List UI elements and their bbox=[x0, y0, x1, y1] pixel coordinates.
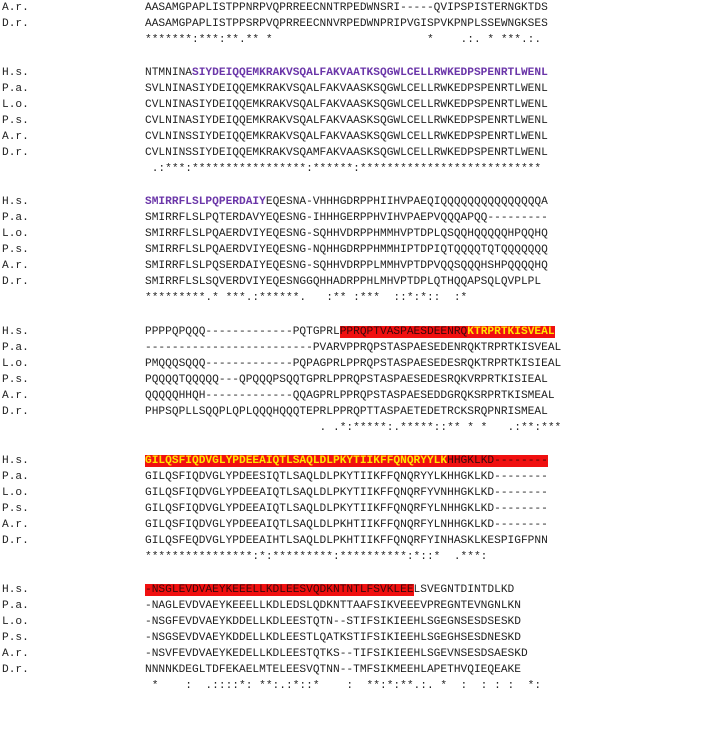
species-label bbox=[2, 549, 145, 565]
sequence-string bbox=[145, 340, 561, 356]
sequence-segment: AASAMGPAPLISTPPNRPVQPRREECNNTRPEDWNSRI-----QVIPSPISTERNGKTDS bbox=[145, 2, 548, 14]
sequence-row bbox=[2, 598, 561, 614]
species-label: L.o. bbox=[2, 99, 29, 112]
species-label: P.s. bbox=[2, 631, 29, 644]
sequence-string bbox=[145, 356, 561, 372]
sequence-segment: -------------------------PVARVPPRQPSTASPAESEDENRQKTRPRTKISVEAL bbox=[145, 341, 562, 354]
sequence-string bbox=[145, 404, 548, 420]
sequence-row bbox=[2, 501, 561, 517]
sequence-segment: . .*:*****:.*****::** * * .:**:*** bbox=[145, 421, 562, 434]
sequence-segment: GILQSFIQDVGLYPDEESIQTLSAQLDLPKYTIIKFFQNQRYYLKHHGKLKD-------- bbox=[145, 470, 548, 483]
species-label: L.o. bbox=[2, 228, 29, 241]
sequence-string bbox=[145, 97, 548, 113]
species-label: P.s. bbox=[2, 502, 29, 515]
sequence-string bbox=[145, 372, 548, 388]
species-label bbox=[2, 678, 145, 694]
sequence-row bbox=[2, 226, 561, 242]
sequence-row bbox=[2, 258, 561, 274]
sequence-segment: ****************:*:*********:**********:*::* .***: bbox=[145, 550, 488, 563]
alignment-block bbox=[2, 65, 561, 177]
sequence-segment: SMIRRFLSLSQVERDVIYEQESNGGQHHADRPPHLMHVPTDPLQTHQQAPSQLQVPLPL bbox=[145, 276, 542, 289]
alignment-block bbox=[2, 453, 561, 565]
sequence-row bbox=[2, 324, 561, 340]
sequence-string bbox=[145, 598, 521, 614]
sequence-segment: GILQSFIQDVGLYPDEEAIQTLSAQLDLPKYTIIKFFQNQRFYLNHHGKLKD-------- bbox=[145, 502, 548, 515]
species-label: H.s. bbox=[2, 325, 29, 338]
sequence-row bbox=[2, 65, 561, 81]
species-label: A.r. bbox=[2, 2, 29, 14]
conservation-row bbox=[2, 161, 561, 177]
sequence-row bbox=[2, 81, 561, 97]
highlighted-region: SIYDEIQQEMKRAKVSQALFAKVAATKSQGWLCELLRWKEDPSPENRTLWENL bbox=[192, 67, 548, 80]
alignment-block bbox=[2, 324, 561, 436]
sequence-string bbox=[145, 646, 528, 662]
sequence-row bbox=[2, 404, 561, 420]
sequence-row bbox=[2, 614, 561, 630]
sequence-row bbox=[2, 274, 561, 290]
species-label: H.s. bbox=[2, 67, 29, 80]
sequence-row bbox=[2, 210, 561, 226]
sequence-segment: PMQQQSQQQ-------------PQPAGPRLPPRQPSTASPAESEDESRQKTRPRTKISIEAL bbox=[145, 357, 562, 370]
sequence-row bbox=[2, 356, 561, 372]
sequence-string bbox=[145, 65, 548, 81]
sequence-row bbox=[2, 630, 561, 646]
conservation-string bbox=[145, 549, 487, 565]
species-label: D.r. bbox=[2, 147, 29, 160]
sequence-segment: LSVEGNTDINTDLKD bbox=[413, 583, 515, 596]
sequence-segment: EQESNA-VHHHGDRPPHIIHVPAEQIQQQQQQQQQQQQQQQA bbox=[265, 196, 548, 209]
species-label: H.s. bbox=[2, 454, 29, 467]
sequence-row bbox=[2, 662, 561, 678]
sequence-string bbox=[145, 453, 548, 469]
species-label: P.s. bbox=[2, 244, 29, 257]
conservation-string bbox=[145, 161, 541, 177]
sequence-string bbox=[145, 242, 548, 258]
sequence-segment: SMIRRFLSLPQAERDVIYEQESNG-NQHHGDRPPHMMHIPTDPIQTQQQQTQTQQQQQQQ bbox=[145, 244, 548, 257]
sequence-string bbox=[145, 614, 521, 630]
sequence-string bbox=[145, 388, 555, 404]
species-label: P.s. bbox=[2, 115, 29, 128]
sequence-segment: SVLNINASIYDEIQQEMKRAKVSQALFAKVAASKSQGWLCELLRWKEDPSPENRTLWENL bbox=[145, 83, 548, 96]
conservation-row bbox=[2, 290, 561, 306]
species-label: A.r. bbox=[2, 260, 29, 273]
sequence-segment: NTMNINA bbox=[145, 67, 192, 80]
sequence-row bbox=[2, 340, 561, 356]
sequence-string bbox=[145, 485, 548, 501]
sequence-alignment bbox=[2, 0, 561, 711]
sequence-segment: PPPPQPQQQ-------------PQTGPRL bbox=[145, 325, 340, 338]
species-label: H.s. bbox=[2, 196, 29, 209]
sequence-row bbox=[2, 113, 561, 129]
sequence-segment: -NSGSEVDVAEYKDDELLKDLEESTLQATKSTIFSIKIEEHLSGEGHSESDNESKD bbox=[145, 631, 521, 644]
sequence-string bbox=[145, 113, 548, 129]
highlighted-region: KTRPRTKISVEAL bbox=[467, 325, 555, 338]
conservation-row bbox=[2, 32, 561, 48]
sequence-string bbox=[145, 145, 548, 161]
species-label: P.s. bbox=[2, 373, 29, 386]
sequence-row bbox=[2, 129, 561, 145]
highlighted-region: -NSGLEVDVAEYKEEELLKDLEESVQDKNTNTLFSVKLEE bbox=[145, 583, 414, 596]
highlighted-region: PPRQPTVASPAESDEENRQ bbox=[339, 325, 468, 338]
species-label: A.r. bbox=[2, 389, 29, 402]
species-label: P.a. bbox=[2, 341, 29, 354]
sequence-string bbox=[145, 226, 548, 242]
species-label: L.o. bbox=[2, 615, 29, 628]
sequence-row bbox=[2, 646, 561, 662]
sequence-row bbox=[2, 97, 561, 113]
conservation-string bbox=[145, 290, 467, 306]
sequence-row bbox=[2, 485, 561, 501]
species-label: A.r. bbox=[2, 518, 29, 531]
species-label bbox=[2, 32, 145, 48]
sequence-segment: -NSGFEVDVAEYKDDELLKDLEESTQTN--STIFSIKIEEHLSGEGNSESDSESKD bbox=[145, 615, 521, 628]
sequence-string bbox=[145, 630, 521, 646]
conservation-string bbox=[145, 420, 561, 436]
sequence-row bbox=[2, 582, 561, 598]
highlighted-region: HHGKLKD-------- bbox=[447, 454, 548, 467]
sequence-segment: .:***:*****************:******:*************************** bbox=[145, 163, 542, 176]
sequence-row bbox=[2, 242, 561, 258]
sequence-string bbox=[145, 194, 548, 210]
sequence-segment: SMIRRFLSLPQSERDAIYEQESNG-SQHHVDRPPLMMHVPTDPVQQSQQQHSHPQQQQHQ bbox=[145, 260, 548, 273]
sequence-segment: QQQQQHHQH-------------QQAGPRLPPRQPSTASPAESEDDGRQKSRPRTKISMEAL bbox=[145, 389, 555, 402]
sequence-row bbox=[2, 453, 561, 469]
sequence-string bbox=[145, 517, 548, 533]
conservation-row bbox=[2, 549, 561, 565]
species-label bbox=[2, 161, 145, 177]
species-label: D.r. bbox=[2, 534, 29, 547]
conservation-string bbox=[145, 32, 541, 48]
sequence-string bbox=[145, 210, 548, 226]
species-label: A.r. bbox=[2, 131, 29, 144]
conservation-row bbox=[2, 678, 561, 694]
species-label: P.a. bbox=[2, 212, 29, 225]
alignment-block bbox=[2, 582, 561, 694]
sequence-segment: SMIRRFLSLPQAERDVIYEQESNG-SQHHVDRPPHMMHVPTDPLQSQQHQQQQQHPQQHQ bbox=[145, 228, 548, 241]
sequence-segment: *********.* ***.:******. :** :*** ::*:*:: :* bbox=[145, 292, 468, 305]
sequence-string bbox=[145, 662, 521, 678]
species-label: L.o. bbox=[2, 486, 29, 499]
sequence-segment: PHPSQPLLSQQPLQPLQQQHQQQTEPRLPPRQPTTASPAETEDETRCKSRQPNRISMEAL bbox=[145, 405, 548, 418]
sequence-segment: PQQQQTQQQQQ---QPQQQPSQQTGPRLPPRQPSTASPAESEDESRQKVRPRTKISIEAL bbox=[145, 373, 548, 386]
sequence-row bbox=[2, 517, 561, 533]
sequence-segment: *******:***:**.** * * .:. * ***.:. bbox=[145, 34, 542, 46]
species-label: P.a. bbox=[2, 83, 29, 96]
sequence-segment: CVLNINASIYDEIQQEMKRAKVSQALFAKVAASKSQGWLCELLRWKEDPSPENRTLWENL bbox=[145, 115, 548, 128]
sequence-string bbox=[145, 324, 555, 340]
sequence-string bbox=[145, 0, 548, 16]
sequence-segment: SMIRRFLSLPQTERDAVYEQESNG-IHHHGERPPHVIHVPAEPVQQQAPQQ--------- bbox=[145, 212, 548, 225]
sequence-row bbox=[2, 145, 561, 161]
sequence-row bbox=[2, 194, 561, 210]
species-label: P.a. bbox=[2, 470, 29, 483]
species-label: D.r. bbox=[2, 18, 29, 30]
alignment-block bbox=[2, 0, 561, 48]
sequence-row bbox=[2, 469, 561, 485]
highlighted-region: GILQSFIQDVGLYPDEEAIQTLSAQLDLPKYTIIKFFQNQRYYLK bbox=[145, 454, 448, 467]
sequence-segment: CVLNINSSIYDEIQQEMKRAKVSQALFAKVAASKSQGWLCELLRWKEDPSPENRTLWENL bbox=[145, 131, 548, 144]
sequence-segment: GILQSFIQDVGLYPDEEAIQTLSAQLDLPKHTIIKFFQNQRFYLNHHGKLKD-------- bbox=[145, 518, 548, 531]
sequence-segment: GILQSFEQDVGLYPDEEAIHTLSAQLDLPKHTIIKFFQNQRFYINHASKLKESPIGFPNN bbox=[145, 534, 548, 547]
sequence-row bbox=[2, 372, 561, 388]
species-label: P.a. bbox=[2, 599, 29, 612]
sequence-segment: AASAMGPAPLISTPPSRPVQPRREECNNVRPEDWNPRIPVGISPVKPNPLSSEWNGKSES bbox=[145, 18, 548, 30]
sequence-segment: GILQSFIQDVGLYPDEEAIQTLSAQLDLPKYTIIKFFQNQRFYVNHHGKLKD-------- bbox=[145, 486, 548, 499]
conservation-string bbox=[145, 678, 541, 694]
sequence-string bbox=[145, 582, 514, 598]
sequence-segment: -NSVFEVDVAEYKEDELLKDLEESTQTKS--TIFSIKIEEHLSGEVNSESDSAESKD bbox=[145, 647, 528, 660]
sequence-string bbox=[145, 129, 548, 145]
sequence-segment: CVLNINSSIYDEIQQEMKRAKVSQAMFAKVAASKSQGWLCELLRWKEDPSPENRTLWENL bbox=[145, 147, 548, 160]
sequence-segment: NNNNKDEGLTDFEKAELMTELEESVQTNN--TMFSIKMEEHLAPETHVQIEQEAKE bbox=[145, 663, 521, 676]
sequence-row bbox=[2, 16, 561, 32]
highlighted-region: SMIRRFLSLPQPERDAIY bbox=[145, 196, 266, 209]
species-label: A.r. bbox=[2, 647, 29, 660]
sequence-string bbox=[145, 533, 548, 549]
sequence-string bbox=[145, 469, 548, 485]
sequence-string bbox=[145, 501, 548, 517]
conservation-row bbox=[2, 420, 561, 436]
species-label: L.o. bbox=[2, 357, 29, 370]
sequence-segment: * : .::::*: **:.:*::* : **:*:**.:. * : : : : *: bbox=[145, 679, 542, 692]
sequence-row bbox=[2, 0, 561, 16]
sequence-string bbox=[145, 81, 548, 97]
species-label: H.s. bbox=[2, 583, 29, 596]
species-label bbox=[2, 420, 145, 436]
species-label bbox=[2, 290, 145, 306]
sequence-segment: CVLNINASIYDEIQQEMKRAKVSQALFAKVAASKSQGWLCELLRWKEDPSPENRTLWENL bbox=[145, 99, 548, 112]
species-label: D.r. bbox=[2, 276, 29, 289]
sequence-string bbox=[145, 16, 548, 32]
species-label: D.r. bbox=[2, 405, 29, 418]
sequence-row bbox=[2, 533, 561, 549]
sequence-row bbox=[2, 388, 561, 404]
alignment-block bbox=[2, 194, 561, 306]
species-label: D.r. bbox=[2, 663, 29, 676]
sequence-string bbox=[145, 274, 541, 290]
sequence-string bbox=[145, 258, 548, 274]
sequence-segment: -NAGLEVDVAEYKEEELLKDLEDSLQDKNTTAAFSIKVEEEVPREGNTEVNGNLKN bbox=[145, 599, 521, 612]
